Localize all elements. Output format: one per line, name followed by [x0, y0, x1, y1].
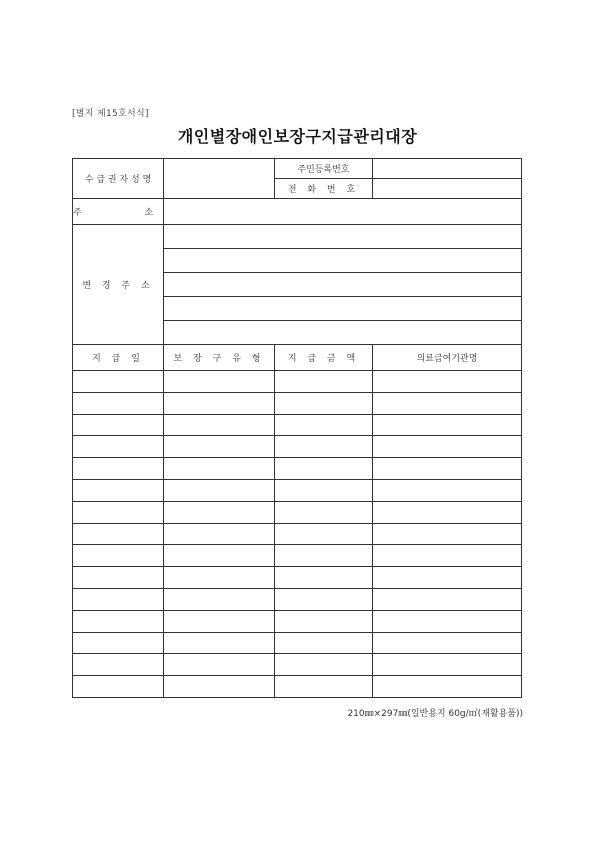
- resident-number-field: [373, 159, 522, 179]
- record-cell: [164, 371, 275, 393]
- table-row: [73, 436, 522, 458]
- changed-address-label: 변 경 주 소: [73, 225, 164, 345]
- record-cell: [373, 501, 522, 523]
- record-cell: [73, 436, 164, 458]
- record-cell: [164, 523, 275, 545]
- record-cell: [73, 501, 164, 523]
- record-cell: [275, 392, 373, 414]
- table-row: [73, 523, 522, 545]
- record-cell: [373, 567, 522, 589]
- record-cell: [73, 654, 164, 676]
- address-field: [164, 199, 522, 225]
- recipient-name-field: [164, 159, 275, 199]
- table-row: [73, 501, 522, 523]
- record-cell: [373, 436, 522, 458]
- table-row: [73, 588, 522, 610]
- recipient-name-label: 수 급 권 자 성 명: [73, 159, 164, 199]
- column-header: 보 장 구 유 형: [164, 345, 275, 371]
- record-cell: [275, 479, 373, 501]
- table-row: [73, 632, 522, 654]
- record-cell: [275, 371, 373, 393]
- record-cell: [275, 654, 373, 676]
- address-label: 주 소: [73, 199, 164, 225]
- record-cell: [164, 392, 275, 414]
- record-cell: [373, 371, 522, 393]
- record-cell: [275, 436, 373, 458]
- record-cell: [164, 479, 275, 501]
- table-row: [73, 676, 522, 698]
- record-cell: [73, 479, 164, 501]
- record-cell: [164, 588, 275, 610]
- table-row: [73, 371, 522, 393]
- record-cell: [275, 458, 373, 480]
- table-row: [73, 392, 522, 414]
- record-cell: [373, 414, 522, 436]
- changed-address-line: [164, 297, 522, 321]
- record-cell: [73, 588, 164, 610]
- record-cell: [73, 610, 164, 632]
- record-cell: [373, 523, 522, 545]
- record-cell: [373, 588, 522, 610]
- record-cell: [164, 676, 275, 698]
- record-cell: [73, 523, 164, 545]
- record-cell: [373, 545, 522, 567]
- page-title: 개인별장애인보장구지급관리대장: [177, 127, 418, 146]
- record-cell: [275, 632, 373, 654]
- record-cell: [275, 676, 373, 698]
- record-cell: [73, 567, 164, 589]
- table-row: [73, 610, 522, 632]
- table-row: [73, 545, 522, 567]
- table-row: [73, 654, 522, 676]
- record-cell: [73, 458, 164, 480]
- record-cell: [275, 545, 373, 567]
- record-cell: [373, 654, 522, 676]
- paper-spec-note: 210㎜×297㎜(일반용지 60g/㎡(재활용품)): [347, 709, 523, 719]
- record-cell: [373, 632, 522, 654]
- record-cell: [73, 545, 164, 567]
- record-cell: [164, 567, 275, 589]
- table-row: [73, 479, 522, 501]
- table-row: [73, 458, 522, 480]
- record-cell: [373, 479, 522, 501]
- record-cell: [164, 414, 275, 436]
- column-header-row: [73, 345, 522, 371]
- changed-address-line: [164, 225, 522, 249]
- record-cell: [275, 501, 373, 523]
- form-label: [별지 제15호서식]: [72, 109, 149, 119]
- record-cell: [164, 654, 275, 676]
- record-cell: [373, 676, 522, 698]
- column-header: 지 급 금 액: [275, 345, 373, 371]
- record-cell: [73, 632, 164, 654]
- phone-label: 전 화 번 호: [275, 179, 373, 199]
- table-row: [73, 414, 522, 436]
- record-cell: [164, 632, 275, 654]
- record-cell: [373, 610, 522, 632]
- record-cell: [275, 588, 373, 610]
- record-cell: [373, 392, 522, 414]
- record-cell: [164, 436, 275, 458]
- changed-address-line: [164, 273, 522, 297]
- record-cell: [373, 458, 522, 480]
- resident-number-label: 주민등록번호: [275, 159, 373, 179]
- column-header: 의료급여기관명: [373, 345, 522, 371]
- record-cell: [275, 567, 373, 589]
- register-table: [72, 158, 522, 698]
- record-cell: [275, 610, 373, 632]
- record-cell: [164, 610, 275, 632]
- record-cell: [275, 523, 373, 545]
- phone-field: [373, 179, 522, 199]
- record-cell: [164, 545, 275, 567]
- column-header: 지 급 일: [73, 345, 164, 371]
- record-cell: [275, 414, 373, 436]
- table-row: [73, 567, 522, 589]
- changed-address-line: [164, 249, 522, 273]
- record-cell: [164, 458, 275, 480]
- record-cell: [73, 371, 164, 393]
- record-cell: [73, 676, 164, 698]
- record-cell: [164, 501, 275, 523]
- record-cell: [73, 392, 164, 414]
- changed-address-line: [164, 321, 522, 345]
- record-cell: [73, 414, 164, 436]
